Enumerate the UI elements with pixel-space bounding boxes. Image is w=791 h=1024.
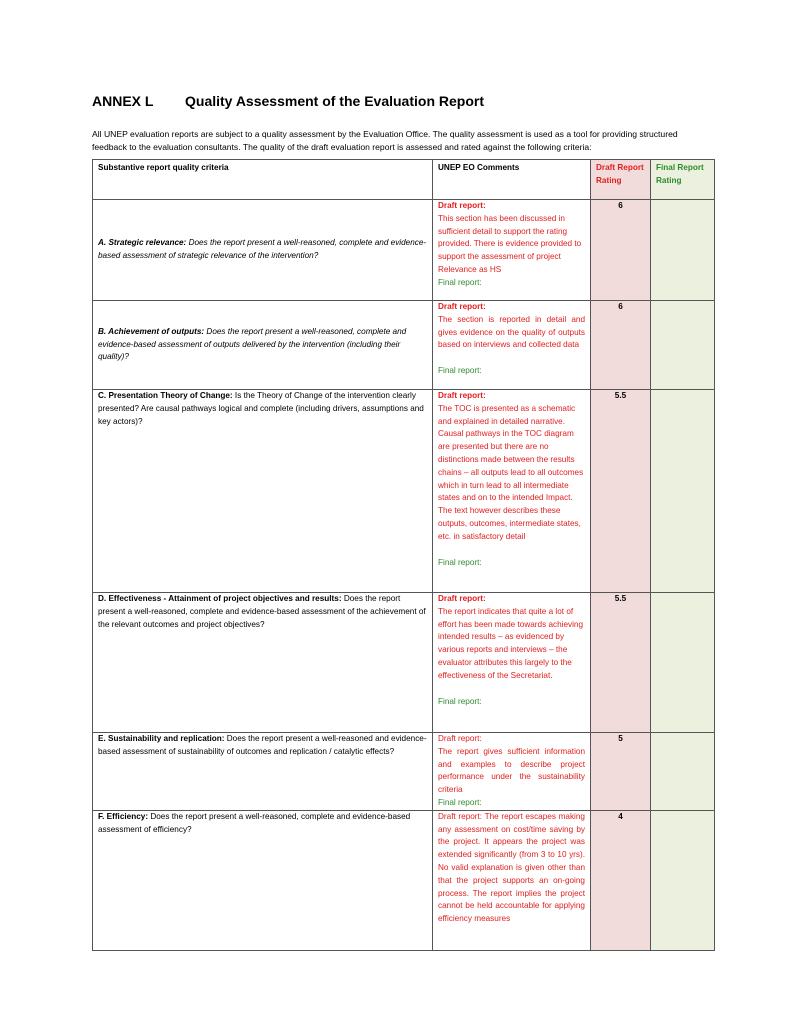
criterion-text: Does the report present a well-reasoned and evidence-based assessment of sustainability of outcomes and replication / catalytic effects? [98, 734, 427, 756]
draft-rating-column-header: Draft Report Rating [591, 160, 651, 200]
criterion-cell [93, 200, 433, 301]
draft-report-label: Draft report: [438, 734, 482, 743]
comment-cell [433, 810, 591, 950]
criterion-text: Does the report present a well-reasoned, complete and evidence-based assessment of efficiency? [98, 811, 411, 834]
final-rating-cell [651, 390, 715, 593]
criterion-cell [93, 733, 433, 811]
quality-assessment-table [92, 159, 715, 951]
final-rating-cell [651, 810, 715, 950]
table-header-row [93, 160, 715, 200]
comment-cell [433, 390, 591, 593]
final-rating-cell [651, 593, 715, 733]
criterion-label: A. Strategic relevance: [98, 238, 187, 248]
intro-paragraph: All UNEP evaluation reports are subject to a quality assessment by the Evaluation Office. The quality assessment is used as a tool for providing structured feedback to the evaluation consultants. The quality of the draft evaluation report is assessed and rated against the following criteria: [92, 129, 678, 152]
criterion-cell [93, 810, 433, 950]
criterion-label: E. Sustainability and replication: [98, 734, 225, 743]
table-row [93, 593, 715, 733]
comment-cell [433, 593, 591, 733]
draft-rating-cell: 6 [591, 200, 651, 301]
table-row [93, 390, 715, 593]
draft-report-label: Draft report: [438, 391, 486, 400]
draft-rating-cell: 5.5 [591, 390, 651, 593]
table-row [93, 200, 715, 301]
table-row [93, 733, 715, 811]
comment-cell [433, 301, 591, 390]
comment-cell [433, 733, 591, 811]
draft-rating-cell: 6 [591, 301, 651, 390]
draft-rating-cell: 5 [591, 733, 651, 811]
criterion-text: Is the Theory of Change of the intervention clearly presented? Are causal pathways logical and complete (including drivers, assumptions and key actors)? [98, 391, 424, 426]
draft-report-label: Draft report: [438, 594, 486, 603]
comment-text: The TOC is presented as a schematic and explained in detailed narrative. Causal pathways in the TOC diagram are presented but there are no distinctions made between the results chains – all outputs lead to all outcomes which in turn lead to all intermediate states and on to the intended Impact. The text however describes these outputs, outcomes, intermediate states, etc. in satisfactory detail [438, 403, 584, 541]
final-rating-cell [651, 200, 715, 301]
table-row [93, 810, 715, 950]
final-report-label: Final report: [438, 277, 482, 287]
criterion-label: D. Effectiveness - Attainment of project objectives and results: [98, 594, 342, 603]
criterion-text: Does the report present a well-reasoned, complete and evidence-based assessment of outputs delivered by the intervention (including their quality)? [98, 326, 407, 362]
final-report-label: Final report: [438, 696, 482, 706]
final-rating-column-header: Final Report Rating [651, 160, 715, 200]
comments-column-header: UNEP EO Comments [433, 160, 591, 200]
page-heading [92, 93, 484, 109]
final-report-label: Final report: [438, 366, 482, 376]
draft-rating-cell: 4 [591, 810, 651, 950]
criterion-text: Does the report present a well-reasoned, complete and evidence-based assessment of strategic relevance of the intervention? [98, 238, 427, 260]
comment-text: The report gives sufficient information and examples to describe project performance under the sustainability criteria [438, 746, 585, 795]
draft-report-label: Draft report: [438, 201, 486, 210]
criterion-label: F. Efficiency: [98, 811, 149, 821]
criteria-column-header: Substantive report quality criteria [93, 160, 433, 200]
criterion-text: Does the report present a well-reasoned, complete and evidence-based assessment of the achievement of the relevant outcomes and project objectives? [98, 594, 426, 629]
annex-label: ANNEX L [92, 93, 154, 109]
page-title: Quality Assessment of the Evaluation Report [185, 93, 484, 109]
comment-text: The section is reported in detail and gives evidence on the quality of outputs based on interviews and collected data [438, 314, 585, 350]
comment-text: The report indicates that quite a lot of effort has been made towards achieving intended results – as evidenced by various reports and interviews – the evaluator attributes this largely to the effectiveness of the Secretariat. [438, 606, 584, 680]
table-row [93, 301, 715, 390]
criterion-label: C. Presentation Theory of Change: [98, 391, 233, 400]
comment-text: Draft report: The report escapes making any assessment on cost/time saving by the project. It appears the project was extended significantly (from 3 to 10 yrs). No valid explanation is given other than that the project supports an on-going process. The report implies the project cannot be held accountable for applying efficiency measures [438, 811, 585, 924]
comment-text: This section has been discussed in sufficient detail to support the rating provided. There is evidence provided to support the assessment of project Relevance as HS [438, 213, 582, 274]
final-rating-cell [651, 733, 715, 811]
final-rating-cell [651, 301, 715, 390]
criterion-label: B. Achievement of outputs: [98, 326, 205, 336]
criterion-cell [93, 390, 433, 593]
draft-report-label: Draft report: [438, 302, 486, 311]
final-report-label: Final report: [438, 797, 482, 807]
criterion-cell [93, 301, 433, 390]
final-report-label: Final report: [438, 557, 482, 567]
draft-rating-cell: 5.5 [591, 593, 651, 733]
criterion-cell [93, 593, 433, 733]
comment-cell [433, 200, 591, 301]
